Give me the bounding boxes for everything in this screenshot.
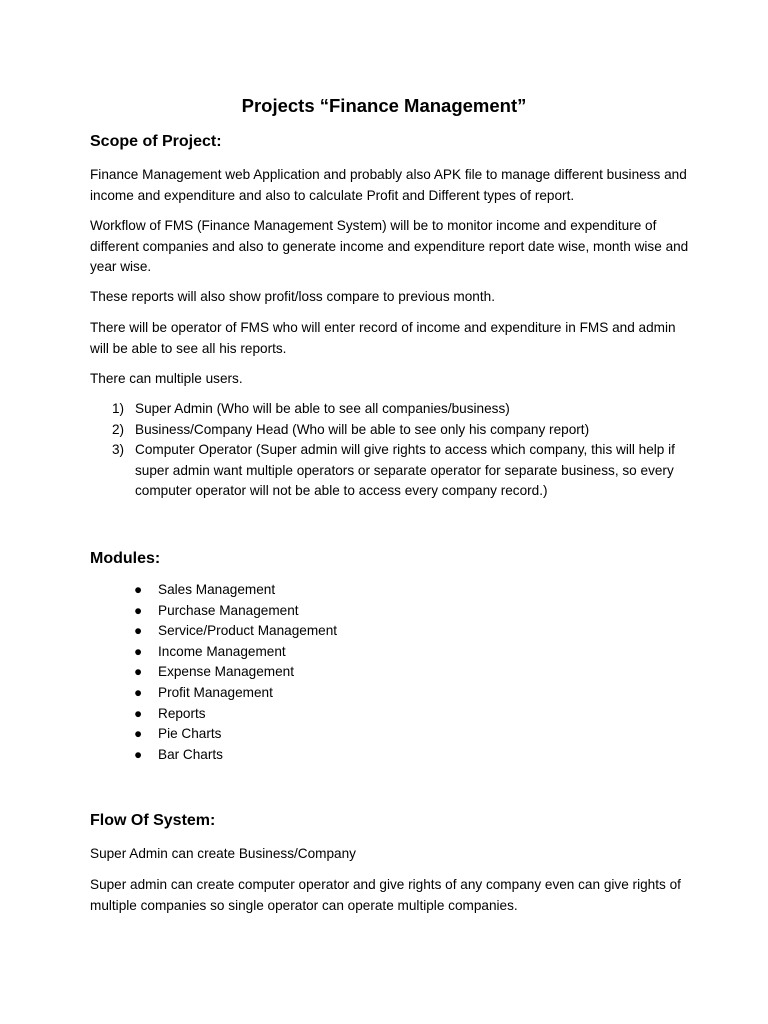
users-list-item bbox=[90, 399, 690, 420]
module-item-label: Profit Management bbox=[158, 684, 273, 700]
module-item-label: Sales Management bbox=[158, 582, 276, 597]
list-item-text: Super Admin (Who will be able to see all companies/business) bbox=[135, 401, 510, 416]
module-item bbox=[90, 683, 337, 704]
module-item bbox=[90, 642, 337, 663]
scope-paragraph-2: Workflow of FMS (Finance Management System) will be to monitor income and expenditure of different companies and also to generate income and expenditure report date wise, month wise and year wise. bbox=[90, 218, 689, 275]
module-item-label: Expense Management bbox=[158, 664, 295, 680]
bullet-icon: ● bbox=[134, 746, 143, 762]
module-item bbox=[90, 601, 337, 622]
list-number: 3) bbox=[112, 442, 125, 458]
module-item bbox=[90, 580, 337, 601]
scope-paragraph-4: There will be operator of FMS who will enter record of income and expenditure in FMS and admin will be able to see all his reports. bbox=[90, 320, 676, 356]
module-item-label: Service/Product Management bbox=[158, 623, 338, 639]
bullet-icon: ● bbox=[134, 582, 143, 597]
modules-list bbox=[90, 580, 337, 765]
bullet-icon: ● bbox=[134, 664, 143, 680]
module-item-label: Bar Charts bbox=[158, 746, 223, 762]
module-item bbox=[90, 621, 337, 642]
list-item-text: Business/Company Head (Who will be able to see only his company report) bbox=[135, 421, 590, 437]
bullet-icon: ● bbox=[134, 623, 143, 639]
bullet-icon: ● bbox=[134, 684, 143, 700]
module-item-label: Pie Charts bbox=[158, 726, 222, 742]
bullet-icon: ● bbox=[134, 726, 143, 742]
module-item bbox=[90, 662, 337, 683]
module-item bbox=[90, 745, 337, 766]
flow-paragraph-1: Super Admin can create Business/Company bbox=[90, 846, 356, 861]
users-list bbox=[90, 399, 690, 502]
flow-paragraph-2: Super admin can create computer operator and give rights of any company even can give rights of multiple companies so single operator can operate multiple companies. bbox=[90, 877, 681, 913]
module-item-label: Purchase Management bbox=[158, 602, 299, 618]
document-title: Projects “Finance Management” bbox=[241, 95, 527, 116]
scope-paragraph-5: There can multiple users. bbox=[90, 371, 243, 386]
bullet-icon: ● bbox=[134, 705, 143, 721]
users-list-item bbox=[90, 440, 690, 502]
flow-heading: Flow Of System: bbox=[90, 812, 216, 829]
scope-heading: Scope of Project: bbox=[90, 133, 222, 150]
list-item-text: Computer Operator (Super admin will give rights to access which company, this will help if super admin want multiple operators or separate operator for separate business, so every computer operator will not be able to access every company record.) bbox=[135, 442, 675, 499]
modules-heading: Modules: bbox=[90, 550, 161, 567]
bullet-icon: ● bbox=[134, 602, 143, 618]
module-item-label: Income Management bbox=[158, 643, 286, 659]
module-item-label: Reports bbox=[158, 705, 206, 721]
scope-paragraph-1: Finance Management web Application and probably also APK file to manage different business and income and expenditure and also to calculate Profit and Different types of report. bbox=[90, 167, 687, 203]
users-list-item bbox=[90, 420, 690, 441]
scope-paragraph-3: These reports will also show profit/loss compare to previous month. bbox=[90, 289, 495, 304]
list-number: 2) bbox=[112, 421, 125, 437]
module-item bbox=[90, 704, 337, 725]
bullet-icon: ● bbox=[134, 643, 143, 659]
list-number: 1) bbox=[112, 401, 125, 416]
module-item bbox=[90, 724, 337, 745]
